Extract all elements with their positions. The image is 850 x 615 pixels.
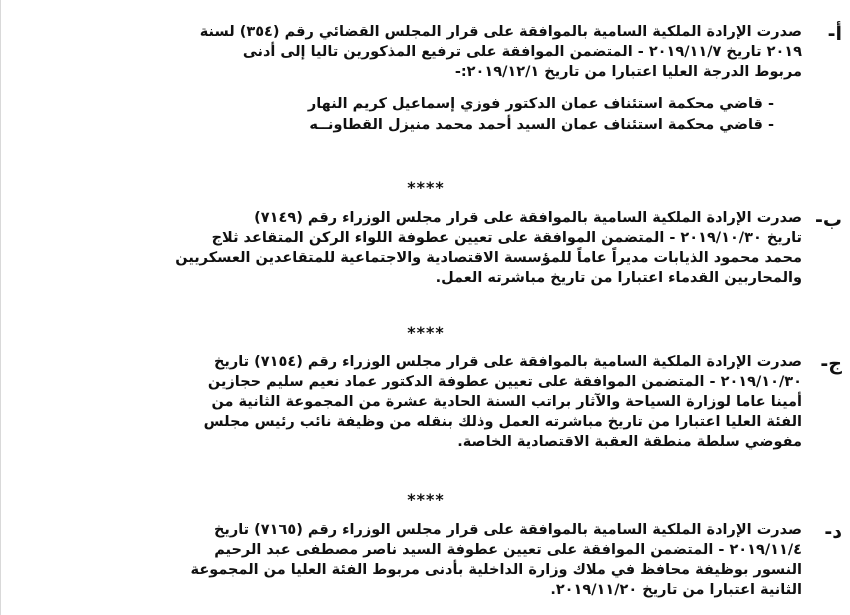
text-line: أمينا عاما لوزارة السياحة والآثار براتب السنة الحادية عشرة من المجموعة الثانية من xyxy=(211,394,802,410)
text-line: ٢٠١٩ تاريخ ٢٠١٩/١١/٧ - المتضمن الموافقة على ترفيع المذكورين تاليا إلى أدنى xyxy=(242,44,802,60)
text-line: صدرت الإرادة الملكية السامية بالموافقة على قرار مجلس الوزراء رقم (٧١٦٥) تاريخ xyxy=(213,522,802,538)
section-marker: أ- xyxy=(827,23,842,45)
appointee-list xyxy=(102,94,802,136)
list-item: - قاضي محكمة استئناف عمان الدكتور فوزي إسماعيل كريم النهار xyxy=(307,96,774,112)
text-line: محمد محمود الذيابات مديراً عاماً للمؤسسة الاقتصادية والاجتماعية للمتقاعدين العسكريين xyxy=(175,250,802,266)
text-line: صدرت الإرادة الملكية السامية بالموافقة على قرار مجلس الوزراء رقم (٧١٥٤) تاريخ xyxy=(213,354,802,370)
text-line: مربوط الدرجة العليا اعتبارا من تاريخ ٢٠١٩/١٢/١:- xyxy=(454,64,802,80)
section-marker: د- xyxy=(824,521,842,543)
text-line: صدرت الإرادة الملكية السامية بالموافقة على قرار المجلس القضائي رقم (٣٥٤) لسنة xyxy=(199,24,802,40)
text-line: ٢٠١٩/١١/٤ - المتضمن الموافقة على تعيين عطوفة السيد ناصر مصطفى عبد الرحيم xyxy=(214,542,802,558)
paragraph xyxy=(102,352,802,452)
list-item: - قاضي محكمة استئناف عمان السيد أحمد محمد منيزل القطاونــه xyxy=(309,117,774,133)
paragraph xyxy=(102,520,802,600)
section-marker: ب- xyxy=(815,209,842,231)
separator: **** xyxy=(407,323,445,342)
section-c xyxy=(102,352,842,452)
section-a xyxy=(102,22,842,136)
text-line: الفئة العليا اعتبارا من تاريخ مباشرته العمل وذلك بنقله من وظيفة نائب رئيس مجلس xyxy=(203,414,802,430)
section-marker: ج- xyxy=(820,353,842,375)
section-b xyxy=(102,208,842,288)
text-line: ٢٠١٩/١٠/٣٠ - المتضمن الموافقة على تعيين عطوفة الدكتور عماد نعيم سليم حجازين xyxy=(207,374,802,390)
text-line: النسور بوظيفة محافظ في ملاك وزارة الداخلية بأدنى مربوط الفئة العليا من المجموعة xyxy=(190,562,802,578)
text-line: صدرت الإرادة الملكية السامية بالموافقة على قرار مجلس الوزراء رقم (٧١٤٩) xyxy=(254,210,802,226)
separator: **** xyxy=(407,490,445,509)
paragraph xyxy=(102,22,802,82)
text-line: مفوضي سلطة منطقة العقبة الاقتصادية الخاصة. xyxy=(457,434,802,450)
text-line: والمحاربين القدماء اعتبارا من تاريخ مباشرته العمل. xyxy=(435,270,802,286)
paragraph xyxy=(102,208,802,288)
section-d xyxy=(102,520,842,600)
separator: **** xyxy=(407,178,445,197)
text-line: تاريخ ٢٠١٩/١٠/٣٠ - المتضمن الموافقة على تعيين عطوفة اللواء الركن المتقاعد ثلاج xyxy=(211,230,802,246)
text-line: الثانية اعتبارا من تاريخ ٢٠١٩/١١/٢٠. xyxy=(550,582,802,598)
